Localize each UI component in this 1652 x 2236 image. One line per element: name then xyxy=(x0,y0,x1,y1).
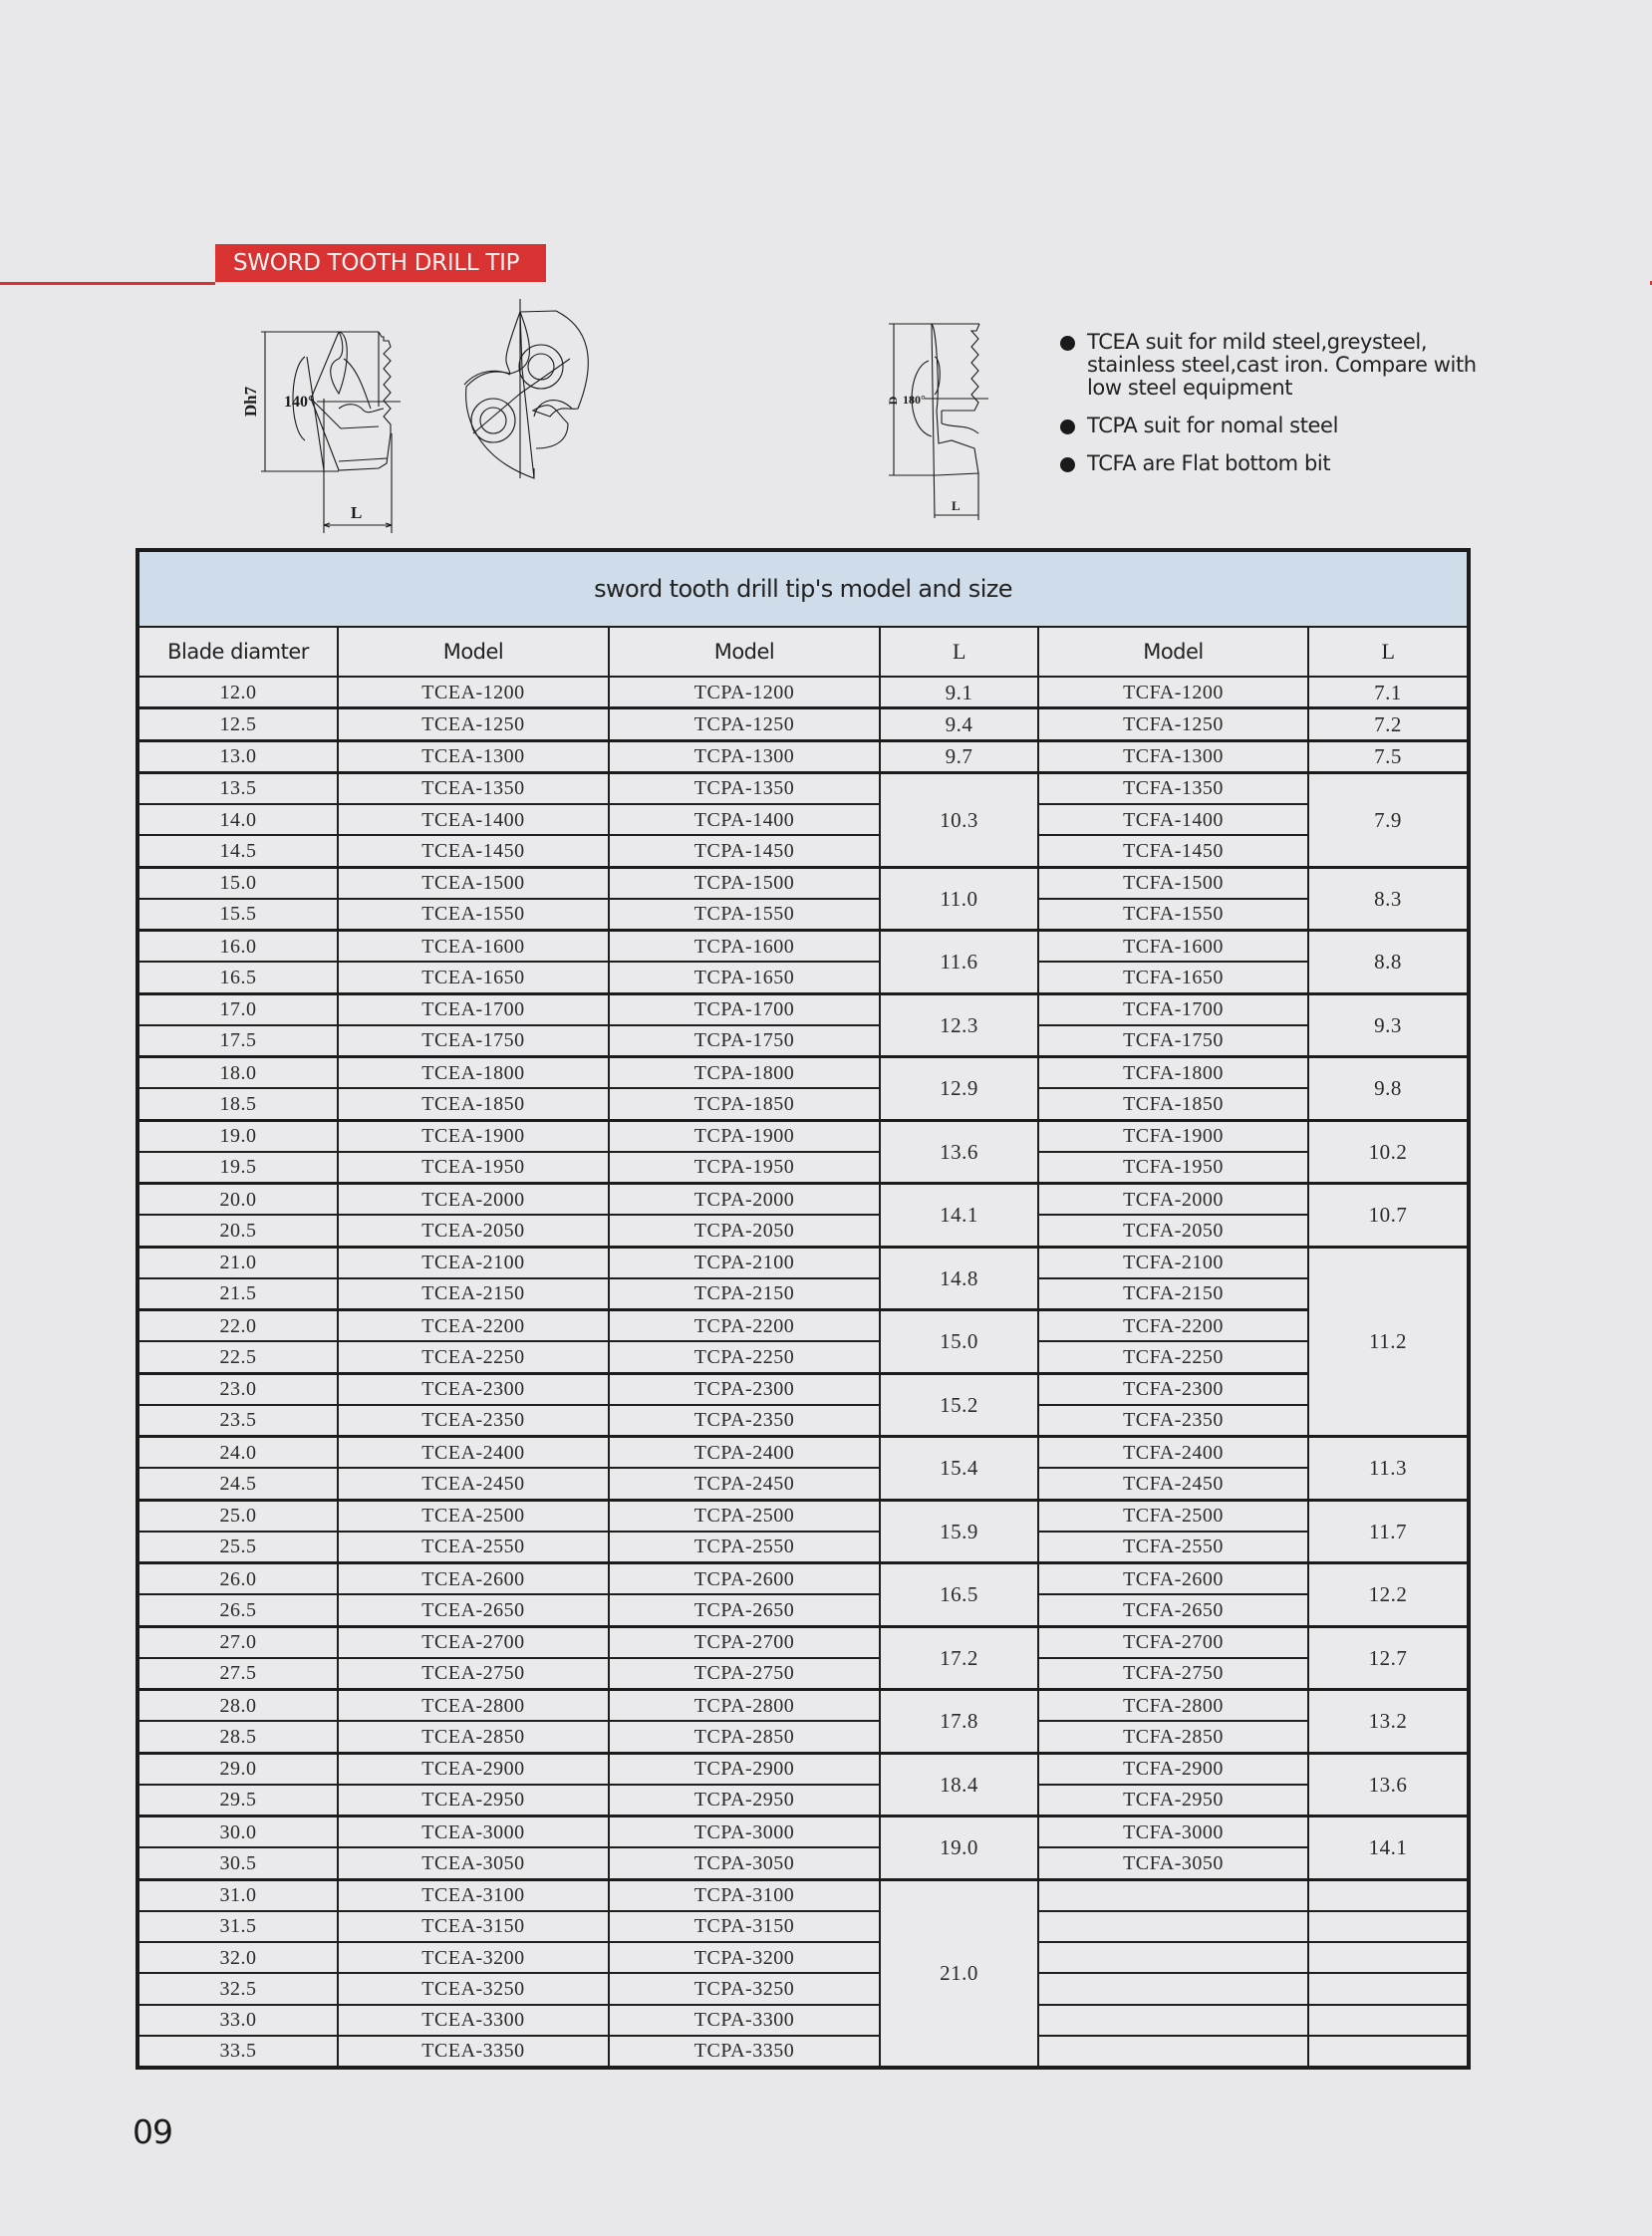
cell-diameter: 26.0 xyxy=(138,1563,338,1595)
cell-diameter: 25.0 xyxy=(138,1500,338,1532)
cell-tcpa-model: TCPA-1450 xyxy=(609,835,880,867)
cell-tcfa-model: TCFA-2000 xyxy=(1038,1184,1308,1216)
cell-tcfa-length: 8.8 xyxy=(1308,931,1469,994)
cell-tcpa-model: TCPA-2750 xyxy=(609,1658,880,1690)
cell-tcea-model: TCEA-2750 xyxy=(338,1658,609,1690)
cell-tcea-model: TCEA-2100 xyxy=(338,1247,609,1278)
cell-tcpa-model: TCPA-2650 xyxy=(609,1594,880,1626)
note-item xyxy=(1058,331,1516,400)
cell-diameter: 33.0 xyxy=(138,2005,338,2036)
cell-tcpa-length: 11.6 xyxy=(880,931,1038,994)
table-row xyxy=(138,1563,1469,1595)
cell-tcpa-model: TCPA-1400 xyxy=(609,804,880,835)
cell-tcpa-model: TCPA-3350 xyxy=(609,2036,880,2068)
cell-tcpa-length: 18.4 xyxy=(880,1753,1038,1817)
cell-tcfa-model: TCFA-2950 xyxy=(1038,1785,1308,1817)
cell-tcea-model: TCEA-1800 xyxy=(338,1057,609,1089)
table-row xyxy=(138,1215,1469,1247)
cell-tcfa-model xyxy=(1038,1942,1308,1973)
table-row xyxy=(138,1500,1469,1532)
table-row xyxy=(138,835,1469,867)
cell-tcpa-model: TCPA-1500 xyxy=(609,867,880,899)
cell-tcpa-length: 13.6 xyxy=(880,1120,1038,1184)
cell-tcfa-model: TCFA-2150 xyxy=(1038,1278,1308,1310)
cell-tcea-model: TCEA-1250 xyxy=(338,708,609,740)
cell-diameter: 15.5 xyxy=(138,899,338,931)
cell-diameter: 12.0 xyxy=(138,677,338,708)
cell-tcpa-model: TCPA-3150 xyxy=(609,1911,880,1942)
cell-tcfa-model: TCFA-1400 xyxy=(1038,804,1308,835)
side-view-140-diagram xyxy=(241,332,401,533)
cell-tcpa-length: 9.1 xyxy=(880,677,1038,708)
cell-tcea-model: TCEA-1900 xyxy=(338,1120,609,1152)
cell-tcea-model: TCEA-2200 xyxy=(338,1310,609,1342)
cell-tcfa-model: TCFA-1700 xyxy=(1038,993,1308,1025)
cell-tcfa-model: TCFA-1300 xyxy=(1038,740,1308,772)
cell-tcfa-length: 9.8 xyxy=(1308,1057,1469,1121)
cell-diameter: 14.0 xyxy=(138,804,338,835)
cell-tcea-model: TCEA-2450 xyxy=(338,1468,609,1500)
cell-tcpa-model: TCPA-1900 xyxy=(609,1120,880,1152)
table-row xyxy=(138,1690,1469,1722)
cell-tcfa-model: TCFA-2900 xyxy=(1038,1753,1308,1785)
cell-diameter: 20.5 xyxy=(138,1215,338,1247)
cell-tcfa-model xyxy=(1038,1911,1308,1942)
angle-label: 140° xyxy=(284,394,315,411)
cell-tcfa-length xyxy=(1308,1942,1469,1973)
cell-tcpa-length: 9.4 xyxy=(880,708,1038,740)
cell-tcea-model: TCEA-2250 xyxy=(338,1341,609,1373)
header-model-tcpa: Model xyxy=(609,627,880,677)
cell-tcfa-model: TCFA-1550 xyxy=(1038,899,1308,931)
angle-label: 180° xyxy=(903,393,926,407)
cell-tcfa-model: TCFA-2050 xyxy=(1038,1215,1308,1247)
cell-diameter: 23.5 xyxy=(138,1405,338,1437)
cell-tcpa-length: 10.3 xyxy=(880,772,1038,867)
table-row xyxy=(138,962,1469,993)
cell-tcea-model: TCEA-3050 xyxy=(338,1847,609,1879)
cell-tcpa-model: TCPA-2900 xyxy=(609,1753,880,1785)
cell-tcfa-length xyxy=(1308,1973,1469,2004)
cell-tcea-model: TCEA-1650 xyxy=(338,962,609,993)
cell-tcpa-model: TCPA-2850 xyxy=(609,1721,880,1753)
cell-tcpa-length: 15.2 xyxy=(880,1373,1038,1437)
table-row xyxy=(138,899,1469,931)
table-row xyxy=(138,1626,1469,1658)
cell-tcfa-length xyxy=(1308,1879,1469,1911)
cell-tcpa-model: TCPA-2800 xyxy=(609,1690,880,1722)
cell-diameter: 28.0 xyxy=(138,1690,338,1722)
cell-tcea-model: TCEA-2000 xyxy=(338,1184,609,1216)
cell-tcfa-length: 7.1 xyxy=(1308,677,1469,708)
cell-tcfa-length: 7.9 xyxy=(1308,772,1469,867)
cell-tcfa-length: 14.1 xyxy=(1308,1817,1469,1880)
cell-tcpa-model: TCPA-1250 xyxy=(609,708,880,740)
cell-diameter: 17.5 xyxy=(138,1025,338,1057)
cell-tcea-model: TCEA-2600 xyxy=(338,1563,609,1595)
cell-diameter: 33.5 xyxy=(138,2036,338,2068)
cell-diameter: 27.0 xyxy=(138,1626,338,1658)
cell-tcpa-model: TCPA-3200 xyxy=(609,1942,880,1973)
cell-tcfa-length: 11.2 xyxy=(1308,1247,1469,1437)
cell-tcpa-model: TCPA-2300 xyxy=(609,1373,880,1405)
cell-tcfa-length: 10.2 xyxy=(1308,1120,1469,1184)
cell-tcfa-model: TCFA-2750 xyxy=(1038,1658,1308,1690)
cell-tcpa-length: 16.5 xyxy=(880,1563,1038,1627)
table-row xyxy=(138,1785,1469,1817)
cell-tcfa-model: TCFA-1800 xyxy=(1038,1057,1308,1089)
bullet-icon xyxy=(1060,457,1075,472)
table-row xyxy=(138,1025,1469,1057)
table-row xyxy=(138,1437,1469,1469)
cell-diameter: 23.0 xyxy=(138,1373,338,1405)
cell-diameter: 13.0 xyxy=(138,740,338,772)
table-row xyxy=(138,1405,1469,1437)
table-row xyxy=(138,1973,1469,2004)
cell-tcpa-model: TCPA-2100 xyxy=(609,1247,880,1278)
note-text: TCFA are Flat bottom bit xyxy=(1087,451,1331,475)
table-row xyxy=(138,2036,1469,2068)
table-row xyxy=(138,1278,1469,1310)
cell-tcpa-model: TCPA-3300 xyxy=(609,2005,880,2036)
cell-tcea-model: TCEA-3150 xyxy=(338,1911,609,1942)
cell-tcpa-model: TCPA-2000 xyxy=(609,1184,880,1216)
table-row xyxy=(138,1057,1469,1089)
cell-tcea-model: TCEA-2550 xyxy=(338,1532,609,1563)
section-rule xyxy=(0,282,215,285)
cell-tcfa-length: 8.3 xyxy=(1308,867,1469,931)
cell-tcfa-length xyxy=(1308,2036,1469,2068)
table-row xyxy=(138,740,1469,772)
diameter-label: Dh7 xyxy=(241,386,260,418)
cell-diameter: 24.0 xyxy=(138,1437,338,1469)
table-row xyxy=(138,1847,1469,1879)
cell-tcpa-model: TCPA-2500 xyxy=(609,1500,880,1532)
cell-tcpa-model: TCPA-3050 xyxy=(609,1847,880,1879)
cell-tcpa-model: TCPA-1550 xyxy=(609,899,880,931)
cell-tcfa-model: TCFA-2200 xyxy=(1038,1310,1308,1342)
cell-tcpa-length: 15.9 xyxy=(880,1500,1038,1563)
cell-tcfa-model: TCFA-1850 xyxy=(1038,1088,1308,1120)
table-row xyxy=(138,1879,1469,1911)
cell-tcea-model: TCEA-2800 xyxy=(338,1690,609,1722)
cell-tcfa-length: 11.3 xyxy=(1308,1437,1469,1501)
cell-tcea-model: TCEA-1750 xyxy=(338,1025,609,1057)
cell-diameter: 14.5 xyxy=(138,835,338,867)
cell-tcpa-length: 14.1 xyxy=(880,1184,1038,1248)
cell-diameter: 31.5 xyxy=(138,1911,338,1942)
spec-table xyxy=(136,548,1471,2070)
cell-tcfa-model: TCFA-2500 xyxy=(1038,1500,1308,1532)
table-row xyxy=(138,1594,1469,1626)
header-model-tcfa: Model xyxy=(1038,627,1308,677)
cell-tcpa-length: 15.0 xyxy=(880,1310,1038,1374)
cell-tcfa-model: TCFA-3050 xyxy=(1038,1847,1308,1879)
cell-diameter: 27.5 xyxy=(138,1658,338,1690)
table-row xyxy=(138,804,1469,835)
cell-diameter: 22.0 xyxy=(138,1310,338,1342)
cell-tcpa-length: 17.8 xyxy=(880,1690,1038,1754)
cell-tcfa-length: 7.2 xyxy=(1308,708,1469,740)
cell-tcea-model: TCEA-1600 xyxy=(338,931,609,963)
cell-tcpa-model: TCPA-3100 xyxy=(609,1879,880,1911)
cell-tcpa-model: TCPA-1800 xyxy=(609,1057,880,1089)
cell-tcfa-model: TCFA-2800 xyxy=(1038,1690,1308,1722)
cell-tcpa-length: 14.8 xyxy=(880,1247,1038,1310)
cell-tcea-model: TCEA-2900 xyxy=(338,1753,609,1785)
table-row xyxy=(138,1310,1469,1342)
section-banner: SWORD TOOTH DRILL TIP xyxy=(215,244,546,282)
cell-tcpa-length: 12.9 xyxy=(880,1057,1038,1121)
cell-tcpa-length: 21.0 xyxy=(880,1879,1038,2068)
cell-tcpa-length: 15.4 xyxy=(880,1437,1038,1501)
note-item xyxy=(1058,415,1516,437)
cell-tcfa-model: TCFA-2100 xyxy=(1038,1247,1308,1278)
cell-tcpa-model: TCPA-2150 xyxy=(609,1278,880,1310)
cell-tcfa-model: TCFA-1250 xyxy=(1038,708,1308,740)
cell-diameter: 22.5 xyxy=(138,1341,338,1373)
cell-tcfa-model: TCFA-2300 xyxy=(1038,1373,1308,1405)
cell-tcpa-model: TCPA-1200 xyxy=(609,677,880,708)
cell-tcea-model: TCEA-1400 xyxy=(338,804,609,835)
cell-diameter: 18.0 xyxy=(138,1057,338,1089)
cell-tcea-model: TCEA-2050 xyxy=(338,1215,609,1247)
cell-tcpa-model: TCPA-1600 xyxy=(609,931,880,963)
cell-tcea-model: TCEA-3250 xyxy=(338,1973,609,2004)
cell-tcfa-model: TCFA-2450 xyxy=(1038,1468,1308,1500)
cell-tcfa-length: 12.2 xyxy=(1308,1563,1469,1627)
length-label: L xyxy=(351,503,363,522)
table-row xyxy=(138,1373,1469,1405)
header-l-tcpa: L xyxy=(880,627,1038,677)
cell-tcfa-model: TCFA-1450 xyxy=(1038,835,1308,867)
cell-tcea-model: TCEA-2350 xyxy=(338,1405,609,1437)
table-row xyxy=(138,1658,1469,1690)
cell-tcfa-length: 13.2 xyxy=(1308,1690,1469,1754)
cell-tcfa-length: 12.7 xyxy=(1308,1626,1469,1690)
cell-tcea-model: TCEA-1350 xyxy=(338,772,609,804)
cell-tcea-model: TCEA-1200 xyxy=(338,677,609,708)
cell-tcfa-length: 9.3 xyxy=(1308,993,1469,1057)
cell-tcfa-model: TCFA-1200 xyxy=(1038,677,1308,708)
cell-diameter: 31.0 xyxy=(138,1879,338,1911)
cell-diameter: 17.0 xyxy=(138,993,338,1025)
cell-tcfa-model: TCFA-1350 xyxy=(1038,772,1308,804)
cell-tcfa-model: TCFA-1600 xyxy=(1038,931,1308,963)
cell-tcea-model: TCEA-3350 xyxy=(338,2036,609,2068)
note-item xyxy=(1058,452,1516,475)
cell-tcea-model: TCEA-2650 xyxy=(338,1594,609,1626)
cell-tcea-model: TCEA-1450 xyxy=(338,835,609,867)
side-view-180-diagram xyxy=(886,324,988,520)
cell-diameter: 16.5 xyxy=(138,962,338,993)
note-text: TCEA suit for mild steel,greysteel, stainless steel,cast iron. Compare with low steel equipment xyxy=(1087,330,1477,400)
cell-tcea-model: TCEA-1850 xyxy=(338,1088,609,1120)
cell-tcea-model: TCEA-3200 xyxy=(338,1942,609,1973)
table-body xyxy=(138,677,1469,2068)
cell-tcfa-model: TCFA-1900 xyxy=(1038,1120,1308,1152)
table-row xyxy=(138,708,1469,740)
cell-diameter: 28.5 xyxy=(138,1721,338,1753)
cell-tcea-model: TCEA-3300 xyxy=(338,2005,609,2036)
cell-tcfa-model xyxy=(1038,2005,1308,2036)
cell-diameter: 20.0 xyxy=(138,1184,338,1216)
cell-tcfa-model: TCFA-2850 xyxy=(1038,1721,1308,1753)
cell-tcfa-model: TCFA-2650 xyxy=(1038,1594,1308,1626)
cell-diameter: 13.5 xyxy=(138,772,338,804)
cell-tcea-model: TCEA-2300 xyxy=(338,1373,609,1405)
cell-tcfa-model: TCFA-2550 xyxy=(1038,1532,1308,1563)
table-row xyxy=(138,677,1469,708)
end-view-diagram xyxy=(464,299,588,478)
cell-tcpa-model: TCPA-1850 xyxy=(609,1088,880,1120)
cell-diameter: 15.0 xyxy=(138,867,338,899)
cell-tcfa-model xyxy=(1038,2036,1308,2068)
cell-tcpa-model: TCPA-2450 xyxy=(609,1468,880,1500)
table-row xyxy=(138,1911,1469,1942)
cell-diameter: 30.5 xyxy=(138,1847,338,1879)
table-row xyxy=(138,1721,1469,1753)
table-row xyxy=(138,1942,1469,1973)
cell-diameter: 26.5 xyxy=(138,1594,338,1626)
cell-tcfa-model: TCFA-1500 xyxy=(1038,867,1308,899)
cell-diameter: 25.5 xyxy=(138,1532,338,1563)
cell-tcea-model: TCEA-2500 xyxy=(338,1500,609,1532)
table-row xyxy=(138,867,1469,899)
cell-tcfa-model: TCFA-2250 xyxy=(1038,1341,1308,1373)
table-row xyxy=(138,772,1469,804)
cell-tcea-model: TCEA-2400 xyxy=(338,1437,609,1469)
table-header-row xyxy=(138,627,1469,677)
cell-tcfa-model: TCFA-1750 xyxy=(1038,1025,1308,1057)
cell-tcpa-model: TCPA-2400 xyxy=(609,1437,880,1469)
header-model-tcea: Model xyxy=(338,627,609,677)
cell-tcfa-model: TCFA-1950 xyxy=(1038,1152,1308,1184)
cell-tcfa-length: 11.7 xyxy=(1308,1500,1469,1563)
cell-tcpa-length: 11.0 xyxy=(880,867,1038,931)
table-row xyxy=(138,1152,1469,1184)
page-number: 09 xyxy=(133,2112,172,2151)
cell-tcpa-model: TCPA-2600 xyxy=(609,1563,880,1595)
cell-tcea-model: TCEA-1300 xyxy=(338,740,609,772)
cell-diameter: 19.5 xyxy=(138,1152,338,1184)
cell-tcfa-length: 10.7 xyxy=(1308,1184,1469,1248)
cell-tcea-model: TCEA-1950 xyxy=(338,1152,609,1184)
cell-tcfa-length xyxy=(1308,2005,1469,2036)
cell-tcea-model: TCEA-3000 xyxy=(338,1817,609,1848)
table-title: sword tooth drill tip's model and size xyxy=(138,550,1469,627)
cell-tcfa-model: TCFA-3000 xyxy=(1038,1817,1308,1848)
cell-tcfa-model: TCFA-2400 xyxy=(1038,1437,1308,1469)
table-row xyxy=(138,1532,1469,1563)
table-row xyxy=(138,931,1469,963)
cell-tcpa-model: TCPA-2350 xyxy=(609,1405,880,1437)
cell-tcpa-model: TCPA-2050 xyxy=(609,1215,880,1247)
cell-tcpa-model: TCPA-1750 xyxy=(609,1025,880,1057)
cell-diameter: 29.0 xyxy=(138,1753,338,1785)
cell-tcpa-length: 12.3 xyxy=(880,993,1038,1057)
cell-tcea-model: TCEA-1500 xyxy=(338,867,609,899)
table-row xyxy=(138,1341,1469,1373)
cell-tcfa-model xyxy=(1038,1973,1308,2004)
cell-diameter: 32.5 xyxy=(138,1973,338,2004)
cell-tcfa-model: TCFA-2600 xyxy=(1038,1563,1308,1595)
cell-tcpa-model: TCPA-3250 xyxy=(609,1973,880,2004)
table-row xyxy=(138,1088,1469,1120)
cell-tcpa-model: TCPA-2700 xyxy=(609,1626,880,1658)
cell-tcpa-length: 19.0 xyxy=(880,1817,1038,1880)
cell-tcpa-length: 17.2 xyxy=(880,1626,1038,1690)
cell-tcfa-model xyxy=(1038,1879,1308,1911)
cell-tcpa-model: TCPA-1950 xyxy=(609,1152,880,1184)
cell-tcfa-length: 7.5 xyxy=(1308,740,1469,772)
cell-tcea-model: TCEA-2700 xyxy=(338,1626,609,1658)
cell-tcpa-model: TCPA-1350 xyxy=(609,772,880,804)
table-row xyxy=(138,1120,1469,1152)
header-l-tcfa: L xyxy=(1308,627,1469,677)
table-row xyxy=(138,1753,1469,1785)
cell-tcea-model: TCEA-2150 xyxy=(338,1278,609,1310)
cell-diameter: 18.5 xyxy=(138,1088,338,1120)
cell-tcpa-model: TCPA-2200 xyxy=(609,1310,880,1342)
cell-diameter: 12.5 xyxy=(138,708,338,740)
cell-diameter: 32.0 xyxy=(138,1942,338,1973)
cell-tcpa-model: TCPA-1650 xyxy=(609,962,880,993)
cell-tcpa-length: 9.7 xyxy=(880,740,1038,772)
cell-tcpa-model: TCPA-2550 xyxy=(609,1532,880,1563)
bullet-icon xyxy=(1060,336,1075,351)
table-row xyxy=(138,1468,1469,1500)
cell-diameter: 21.0 xyxy=(138,1247,338,1278)
cell-tcpa-model: TCPA-2250 xyxy=(609,1341,880,1373)
table-row xyxy=(138,1247,1469,1278)
cell-diameter: 21.5 xyxy=(138,1278,338,1310)
cell-tcpa-model: TCPA-1700 xyxy=(609,993,880,1025)
cell-tcfa-model: TCFA-1650 xyxy=(1038,962,1308,993)
cell-tcea-model: TCEA-2850 xyxy=(338,1721,609,1753)
cell-tcea-model: TCEA-1700 xyxy=(338,993,609,1025)
table-row xyxy=(138,993,1469,1025)
header-blade-diameter: Blade diamter xyxy=(138,627,338,677)
cell-tcfa-length xyxy=(1308,1911,1469,1942)
cell-tcpa-model: TCPA-1300 xyxy=(609,740,880,772)
table-title-row xyxy=(138,550,1469,627)
cell-tcea-model: TCEA-2950 xyxy=(338,1785,609,1817)
cell-diameter: 16.0 xyxy=(138,931,338,963)
cell-diameter: 24.5 xyxy=(138,1468,338,1500)
table-row xyxy=(138,2005,1469,2036)
cell-tcea-model: TCEA-1550 xyxy=(338,899,609,931)
cell-tcfa-model: TCFA-2700 xyxy=(1038,1626,1308,1658)
cell-tcfa-model: TCFA-2350 xyxy=(1038,1405,1308,1437)
cell-tcpa-model: TCPA-3000 xyxy=(609,1817,880,1848)
diameter-label: D xyxy=(886,396,900,406)
cell-tcfa-length: 13.6 xyxy=(1308,1753,1469,1817)
drill-tip-diagrams xyxy=(239,299,1016,538)
cell-tcpa-model: TCPA-2950 xyxy=(609,1785,880,1817)
note-text: TCPA suit for nomal steel xyxy=(1087,414,1339,437)
cell-diameter: 29.5 xyxy=(138,1785,338,1817)
usage-notes xyxy=(1058,331,1516,490)
cell-diameter: 19.0 xyxy=(138,1120,338,1152)
length-label: L xyxy=(952,498,961,513)
cell-diameter: 30.0 xyxy=(138,1817,338,1848)
table-row xyxy=(138,1184,1469,1216)
bullet-icon xyxy=(1060,419,1075,434)
cell-tcea-model: TCEA-3100 xyxy=(338,1879,609,1911)
table-row xyxy=(138,1817,1469,1848)
